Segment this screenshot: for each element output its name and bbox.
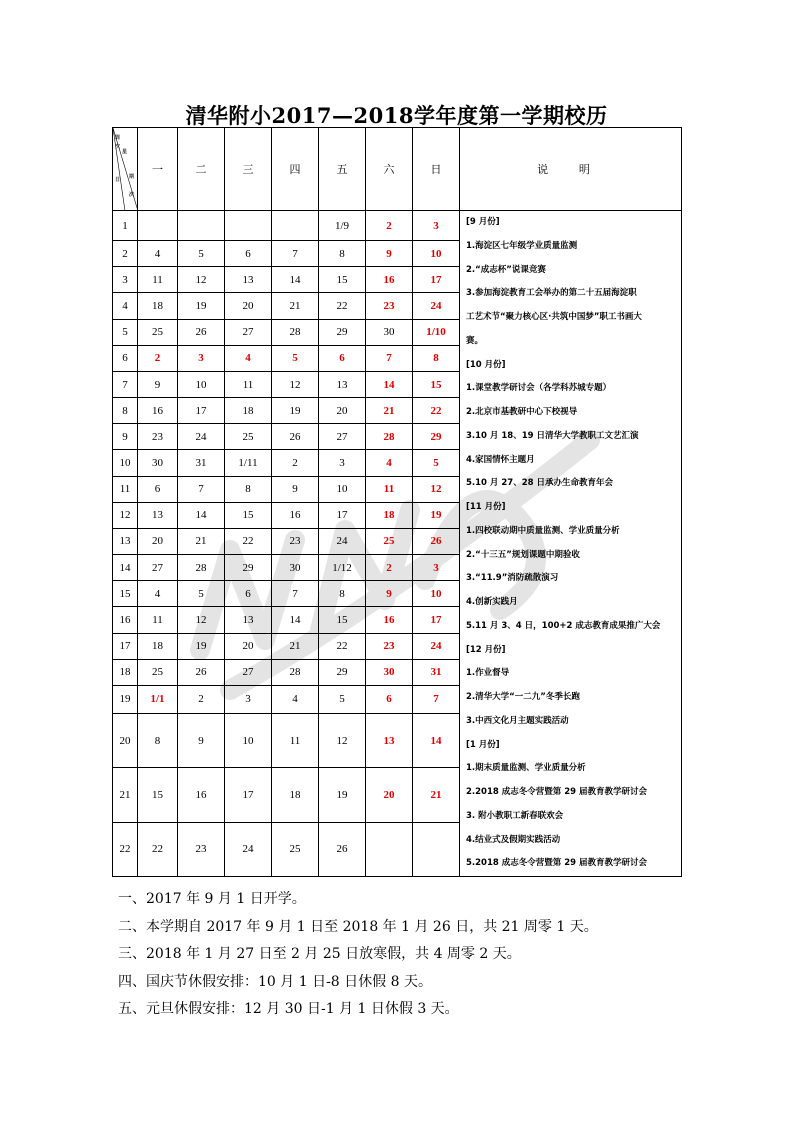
day-header-tue: 二 [178, 128, 225, 211]
date-cell: 13 [319, 371, 366, 397]
note-line: 1.海淀区七年级学业质量监测 [466, 240, 578, 251]
date-cell [413, 822, 460, 876]
footer-line: 三、2018 年 1 月 27 日至 2 月 25 日放寒假，共 4 周零 2 天。 [118, 946, 521, 962]
date-cell: 24 [225, 822, 272, 876]
week-number: 15 [113, 581, 138, 607]
date-cell: 21 [366, 398, 413, 424]
date-cell: 7 [272, 241, 319, 267]
date-cell: 9 [138, 371, 178, 397]
date-cell: 24 [178, 424, 225, 450]
corner-label: 次 [129, 193, 135, 198]
day-header-thu: 四 [272, 128, 319, 211]
date-cell: 16 [138, 398, 178, 424]
date-cell: 19 [178, 293, 225, 319]
date-cell: 4 [138, 241, 178, 267]
date-cell: 29 [225, 555, 272, 581]
date-cell: 14 [413, 713, 460, 767]
date-cell: 21 [413, 768, 460, 822]
date-cell: 22 [319, 293, 366, 319]
note-line: 赛。 [466, 335, 484, 346]
date-cell: 8 [413, 345, 460, 371]
note-line: 2.清华大学“一二九”冬季长跑 [466, 692, 580, 702]
date-cell: 14 [366, 371, 413, 397]
date-cell: 12 [178, 267, 225, 293]
date-cell: 21 [272, 293, 319, 319]
date-cell [178, 211, 225, 241]
date-cell: 18 [272, 768, 319, 822]
date-cell: 26 [319, 822, 366, 876]
date-cell: 7 [272, 581, 319, 607]
week-number: 12 [113, 502, 138, 528]
note-line: [12 月份] [466, 644, 506, 655]
date-cell: 22 [413, 398, 460, 424]
date-cell: 16 [366, 267, 413, 293]
date-cell: 10 [225, 713, 272, 767]
date-cell: 19 [178, 633, 225, 659]
date-cell: 17 [178, 398, 225, 424]
date-cell: 19 [319, 768, 366, 822]
date-cell: 11 [366, 476, 413, 502]
date-cell: 28 [366, 424, 413, 450]
date-cell: 16 [366, 607, 413, 633]
date-cell: 7 [413, 685, 460, 713]
week-number: 6 [113, 345, 138, 371]
note-line: 4.结业式及假期实践活动 [466, 834, 561, 845]
note-line: 3.“11.9”消防疏散演习 [466, 573, 559, 584]
date-cell [272, 211, 319, 241]
corner-label: 周 [115, 136, 121, 141]
date-cell: 16 [178, 768, 225, 822]
note-line: 3. 附小教职工新春联欢会 [466, 810, 564, 821]
day-header-sun: 日 [413, 128, 460, 211]
note-line: [1 月份] [466, 739, 500, 750]
notes-header: 说 明 [460, 128, 682, 211]
date-cell: 20 [138, 528, 178, 554]
date-cell: 31 [413, 659, 460, 685]
week-number: 10 [113, 450, 138, 476]
date-cell: 5 [413, 450, 460, 476]
week-number: 14 [113, 555, 138, 581]
date-cell: 7 [366, 345, 413, 371]
date-cell: 26 [272, 424, 319, 450]
week-number: 17 [113, 633, 138, 659]
date-cell: 9 [366, 581, 413, 607]
date-cell: 29 [413, 424, 460, 450]
week-number: 20 [113, 713, 138, 767]
week-number: 19 [113, 685, 138, 713]
date-cell: 2 [366, 211, 413, 241]
calendar-header-row [113, 128, 682, 211]
date-cell: 23 [366, 633, 413, 659]
date-cell: 4 [272, 685, 319, 713]
date-cell: 29 [319, 659, 366, 685]
note-line: 2.2018 成志冬令营暨第 29 届教育教学研讨会 [466, 787, 648, 797]
date-cell: 20 [319, 398, 366, 424]
date-cell: 12 [413, 476, 460, 502]
week-number: 16 [113, 607, 138, 633]
date-cell: 5 [178, 241, 225, 267]
date-cell: 30 [138, 450, 178, 476]
date-cell: 30 [366, 319, 413, 345]
date-cell: 9 [272, 476, 319, 502]
corner-diagonal-header [113, 128, 138, 211]
corner-label: 期 [129, 175, 135, 180]
date-cell: 17 [319, 502, 366, 528]
note-line: 3.中西文化月主题实践活动 [466, 715, 569, 726]
date-cell: 17 [225, 768, 272, 822]
date-cell: 25 [138, 659, 178, 685]
date-cell: 8 [138, 713, 178, 767]
week-number: 9 [113, 424, 138, 450]
date-cell: 26 [413, 528, 460, 554]
date-cell: 16 [272, 502, 319, 528]
note-line: [10 月份] [466, 359, 506, 370]
corner-label: 次 [115, 145, 121, 150]
date-cell: 4 [138, 581, 178, 607]
date-cell: 12 [178, 607, 225, 633]
date-cell: 3 [178, 345, 225, 371]
date-cell: 22 [225, 528, 272, 554]
date-cell: 23 [366, 293, 413, 319]
note-line: 3.参加海淀教育工会举办的第二十五届海淀职 [466, 288, 637, 299]
date-cell: 12 [272, 371, 319, 397]
date-cell [138, 211, 178, 241]
note-line: 5.2018 成志冬令营暨第 29 届教育教学研讨会 [466, 858, 648, 869]
week-number: 1 [113, 211, 138, 241]
date-cell: 27 [138, 555, 178, 581]
date-cell: 13 [138, 502, 178, 528]
date-cell: 6 [138, 476, 178, 502]
date-cell: 13 [225, 267, 272, 293]
date-cell: 1/1 [138, 685, 178, 713]
week-row [113, 211, 682, 241]
week-number: 8 [113, 398, 138, 424]
date-cell: 11 [138, 607, 178, 633]
date-cell: 5 [178, 581, 225, 607]
date-cell: 22 [138, 822, 178, 876]
date-cell: 26 [178, 319, 225, 345]
date-cell: 25 [272, 822, 319, 876]
date-cell: 4 [225, 345, 272, 371]
date-cell: 3 [225, 685, 272, 713]
date-cell: 27 [319, 424, 366, 450]
date-cell: 20 [225, 633, 272, 659]
date-cell: 30 [272, 555, 319, 581]
date-cell: 30 [366, 659, 413, 685]
date-cell: 21 [178, 528, 225, 554]
date-cell: 29 [319, 319, 366, 345]
date-cell: 25 [225, 424, 272, 450]
footer-line: 四、国庆节休假安排：10 月 1 日-8 日休假 8 天。 [118, 973, 432, 990]
date-cell: 19 [413, 502, 460, 528]
note-line: 3.10 月 18、19 日清华大学教职工文艺汇演 [466, 430, 639, 441]
date-cell: 18 [225, 398, 272, 424]
date-cell: 6 [225, 241, 272, 267]
date-cell: 22 [319, 633, 366, 659]
date-cell: 1/11 [225, 450, 272, 476]
note-line: 1.四校联动期中质量监测、学业质量分析 [466, 525, 620, 536]
date-cell: 31 [178, 450, 225, 476]
note-line: 4.创新实践月 [466, 597, 518, 607]
date-cell: 15 [225, 502, 272, 528]
date-cell: 8 [319, 241, 366, 267]
date-cell: 1/10 [413, 319, 460, 345]
date-cell: 23 [272, 528, 319, 554]
date-cell: 6 [319, 345, 366, 371]
date-cell: 21 [272, 633, 319, 659]
date-cell: 15 [138, 768, 178, 822]
date-cell: 8 [319, 581, 366, 607]
date-cell: 3 [413, 211, 460, 241]
date-cell: 18 [366, 502, 413, 528]
date-cell: 13 [225, 607, 272, 633]
date-cell: 3 [319, 450, 366, 476]
date-cell: 2 [178, 685, 225, 713]
note-line: 1.期末质量监测、学业质量分析 [466, 763, 586, 774]
day-header-mon: 一 [138, 128, 178, 211]
week-number: 3 [113, 267, 138, 293]
calendar-table [112, 127, 682, 877]
date-cell: 23 [138, 424, 178, 450]
day-header-fri: 五 [319, 128, 366, 211]
corner-label: 日 [115, 178, 121, 183]
date-cell: 6 [366, 685, 413, 713]
date-cell: 10 [413, 581, 460, 607]
date-cell: 3 [413, 555, 460, 581]
date-cell: 24 [319, 528, 366, 554]
date-cell: 8 [225, 476, 272, 502]
day-header-wed: 三 [225, 128, 272, 211]
date-cell: 25 [366, 528, 413, 554]
date-cell: 27 [225, 319, 272, 345]
week-number: 22 [113, 822, 138, 876]
date-cell: 9 [366, 241, 413, 267]
note-line: 4.家国情怀主题月 [466, 454, 535, 465]
date-cell: 11 [272, 713, 319, 767]
page-title: 清华附小2017—2018学年度第一学期校历 [185, 103, 608, 128]
date-cell: 14 [272, 267, 319, 293]
note-line: 2.“成志杯”说课竞赛 [466, 264, 546, 275]
date-cell: 25 [138, 319, 178, 345]
note-line: 1.作业督导 [466, 668, 510, 679]
date-cell: 24 [413, 293, 460, 319]
date-cell: 10 [413, 241, 460, 267]
date-cell: 18 [138, 633, 178, 659]
date-cell: 28 [272, 659, 319, 685]
date-cell: 14 [272, 607, 319, 633]
footer-notes [118, 886, 598, 1024]
date-cell: 1/9 [319, 211, 366, 241]
date-cell: 20 [225, 293, 272, 319]
date-cell: 17 [413, 267, 460, 293]
date-cell: 2 [138, 345, 178, 371]
day-header-sat: 六 [366, 128, 413, 211]
note-line: 工艺术节“聚力核心区·共筑中国梦”职工书画大 [466, 312, 642, 322]
date-cell: 11 [138, 267, 178, 293]
date-cell [225, 211, 272, 241]
note-line: [9 月份] [466, 217, 500, 227]
note-line: 2.“十三五”规划课题中期验收 [466, 549, 580, 560]
date-cell: 15 [319, 607, 366, 633]
note-line: 1.课堂教学研讨会（各学科苏城专题） [466, 383, 612, 394]
date-cell: 28 [272, 319, 319, 345]
date-cell: 7 [178, 476, 225, 502]
date-cell: 23 [178, 822, 225, 876]
week-number: 5 [113, 319, 138, 345]
date-cell: 18 [138, 293, 178, 319]
date-cell: 27 [225, 659, 272, 685]
footer-line: 五、元旦休假安排：12 月 30 日-1 月 1 日休假 3 天。 [118, 1001, 459, 1017]
date-cell: 12 [319, 713, 366, 767]
note-line: 5.11 月 3、4 日，100+2 成志教育成果推广大会 [466, 620, 661, 631]
date-cell: 14 [178, 502, 225, 528]
date-cell: 6 [225, 581, 272, 607]
date-cell: 19 [272, 398, 319, 424]
date-cell: 2 [366, 555, 413, 581]
date-cell: 5 [272, 345, 319, 371]
date-cell: 10 [319, 476, 366, 502]
corner-label: 星 [122, 150, 128, 155]
week-number: 11 [113, 476, 138, 502]
note-line: [11 月份] [466, 502, 506, 512]
date-cell: 26 [178, 659, 225, 685]
week-number: 7 [113, 371, 138, 397]
date-cell: 28 [178, 555, 225, 581]
date-cell: 9 [178, 713, 225, 767]
week-number: 4 [113, 293, 138, 319]
date-cell: 11 [225, 371, 272, 397]
date-cell: 20 [366, 768, 413, 822]
date-cell: 5 [319, 685, 366, 713]
date-cell [366, 822, 413, 876]
date-cell: 17 [413, 607, 460, 633]
week-number: 18 [113, 659, 138, 685]
date-cell: 4 [366, 450, 413, 476]
date-cell: 15 [319, 267, 366, 293]
note-line: 2.北京市基教研中心下校视导 [466, 407, 578, 417]
date-cell: 13 [366, 713, 413, 767]
week-number: 21 [113, 768, 138, 822]
notes-column [460, 211, 682, 877]
week-number: 2 [113, 241, 138, 267]
date-cell: 1/12 [319, 555, 366, 581]
date-cell: 24 [413, 633, 460, 659]
date-cell: 10 [178, 371, 225, 397]
week-number: 13 [113, 528, 138, 554]
note-line: 5.10 月 27、28 日承办生命教育年会 [466, 478, 614, 489]
date-cell: 15 [413, 371, 460, 397]
footer-line: 一、2017 年 9 月 1 日开学。 [118, 891, 306, 907]
date-cell: 2 [272, 450, 319, 476]
footer-line: 二、本学期自 2017 年 9 月 1 日至 2018 年 1 月 26 日，共 21 周零 1 天。 [118, 918, 598, 935]
